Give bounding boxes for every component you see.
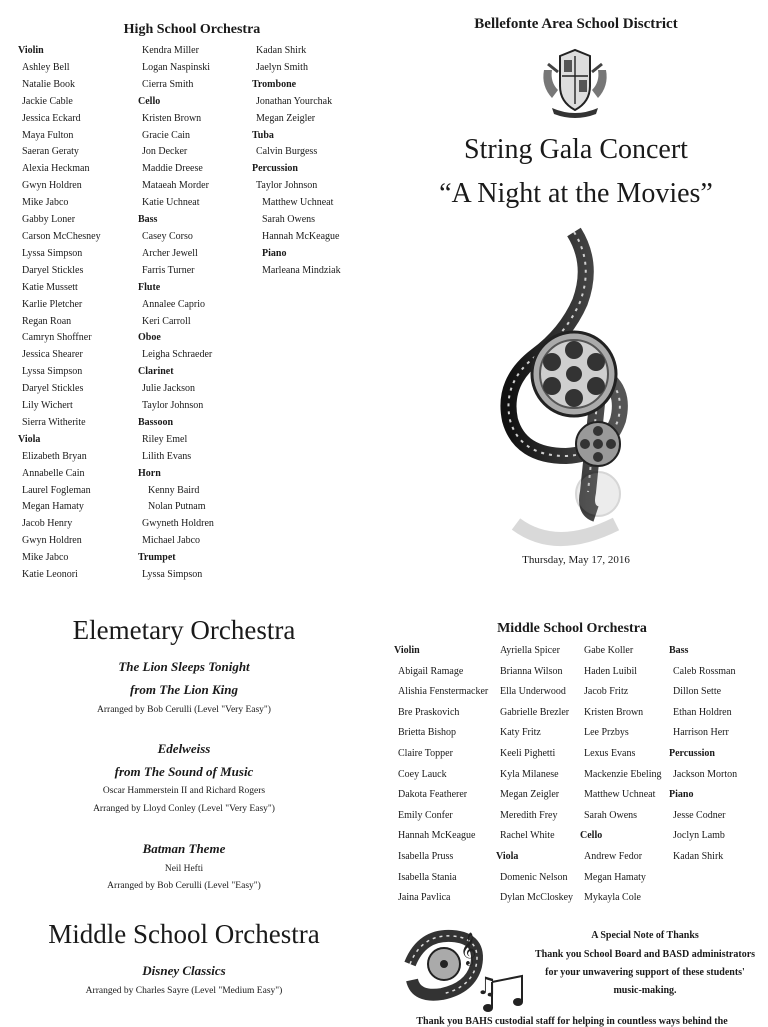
roster-name: Camryn Shoffner <box>22 332 92 344</box>
roster-name: Gwyn Holdren <box>22 535 82 547</box>
roster-name: Jaina Pavlica <box>398 892 451 904</box>
roster-name: Caleb Rossman <box>673 665 736 677</box>
piece-3-title: Batman Theme <box>142 841 226 856</box>
section-heading: Bass <box>138 214 158 226</box>
hs-roster-col-1 <box>18 43 101 584</box>
thanks-heading: A Special Note of Thanks <box>591 930 699 941</box>
roster-name: Marleana Mindziak <box>262 264 341 276</box>
roster-name: Taylor Johnson <box>256 180 318 192</box>
section-heading: Bass <box>669 645 689 656</box>
roster-name: Keeli Pighetti <box>500 747 556 759</box>
roster-name: Mike Jabco <box>22 197 69 209</box>
roster-name: Megan Zeigler <box>500 789 560 801</box>
ms-roster-col-3 <box>580 641 661 909</box>
roster-name: Lily Wichert <box>22 400 73 412</box>
roster-name: Megan Hamaty <box>22 501 84 513</box>
roster-name: Jessica Shearer <box>22 349 83 361</box>
section-heading: Oboe <box>138 332 161 344</box>
roster-name: Alishia Fenstermacker <box>398 686 489 698</box>
thanks-footer: Thank you BAHS custodial staff for helping in countless ways behind the <box>416 1016 728 1027</box>
roster-name: Maya Fulton <box>22 129 74 141</box>
piece-3-arranger: Arranged by Bob Cerulli (Level "Easy") <box>107 881 261 891</box>
section-heading: Cello <box>580 830 603 842</box>
piece-2-source: from The Sound of Music <box>114 764 254 779</box>
roster-name: Mataeah Morder <box>142 180 209 192</box>
roster-name: Jon Decker <box>142 146 188 158</box>
roster-name: Annalee Caprio <box>142 298 206 310</box>
roster-name: Gracie Cain <box>142 129 191 141</box>
svg-text:♫: ♫ <box>476 972 498 1000</box>
section-heading: Trombone <box>252 78 297 90</box>
roster-name: Jacob Fritz <box>584 686 629 698</box>
thanks-body: Thank you School Board and BASD administrators for your unwavering support of these students' music-making. <box>534 949 756 996</box>
roster-name: Annabelle Cain <box>22 467 85 479</box>
roster-name: Lee Przbys <box>584 727 629 739</box>
roster-name: Mackenzie Ebeling <box>584 768 662 780</box>
roster-name: Cierra Smith <box>142 78 194 90</box>
roster-name: Casey Corso <box>142 230 193 242</box>
roster-name: Andrew Fedor <box>584 850 643 862</box>
roster-name: Archer Jewell <box>142 247 198 259</box>
roster-name: Daryel Stickles <box>22 383 84 395</box>
ms-orchestra-title: Middle School Orchestra <box>497 621 647 636</box>
piece-2-composer: Oscar Hammerstein II and Richard Rogers <box>102 786 266 796</box>
roster-name: Brietta Bishop <box>398 727 457 739</box>
ms-roster-col-4 <box>669 641 737 868</box>
roster-name: Kristen Brown <box>584 706 644 718</box>
roster-name: Rachel White <box>500 830 555 842</box>
roster-name: Dylan McCloskey <box>500 892 574 904</box>
section-heading: Violin <box>18 45 44 56</box>
roster-name: Logan Naspinski <box>142 61 211 73</box>
roster-name: Kendra Miller <box>142 45 199 56</box>
roster-name: Lilith Evans <box>142 450 192 462</box>
roster-name: Joclyn Lamb <box>673 830 725 842</box>
roster-name: Bre Praskovich <box>398 706 460 718</box>
roster-name: Gwyn Holdren <box>22 180 82 192</box>
roster-name: Kenny Baird <box>148 484 200 496</box>
roster-name: Jaelyn Smith <box>256 61 308 73</box>
roster-name: Daryel Stickles <box>22 264 84 276</box>
roster-name: Michael Jabco <box>142 535 201 547</box>
roster-name: Jackie Cable <box>22 95 73 107</box>
roster-name: Riley Emel <box>142 433 188 445</box>
roster-name: Harrison Herr <box>673 727 729 739</box>
section-heading: Tuba <box>252 129 274 141</box>
roster-name: Regan Roan <box>22 315 72 327</box>
roster-name: Gabrielle Brezler <box>500 706 570 718</box>
roster-name: Ethan Holdren <box>673 706 732 718</box>
roster-name: Ella Underwood <box>500 686 566 698</box>
section-heading: Piano <box>669 789 694 801</box>
concert-date: Thursday, May 17, 2016 <box>522 554 630 566</box>
roster-name: Keri Carroll <box>142 315 191 327</box>
roster-name: Meredith Frey <box>500 809 558 821</box>
roster-name: Gwyneth Holdren <box>142 518 214 530</box>
section-heading: Horn <box>138 467 161 479</box>
roster-name: Lyssa Simpson <box>22 247 83 259</box>
piece-1-source: from The Lion King <box>130 682 238 697</box>
roster-name: Calvin Burgess <box>256 146 318 158</box>
roster-name: Kristen Brown <box>142 112 202 124</box>
roster-name: Kadan Shirk <box>256 45 307 56</box>
roster-name: Lyssa Simpson <box>142 569 203 581</box>
roster-name: Matthew Uchneat <box>584 789 656 801</box>
piece-1-title: The Lion Sleeps Tonight <box>118 659 250 674</box>
piece-4-title: Disney Classics <box>142 963 226 978</box>
section-heading: Violin <box>394 645 420 656</box>
section-heading: Viola <box>496 850 519 862</box>
roster-name: Mykayla Cole <box>584 892 641 904</box>
elementary-orchestra-title: Elemetary Orchestra <box>72 615 296 645</box>
roster-name: Katy Fritz <box>500 727 541 739</box>
piece-2-arranger: Arranged by Lloyd Conley (Level "Very Easy") <box>93 804 275 814</box>
roster-name: Carson McChesney <box>22 230 101 242</box>
svg-text:𝄞: 𝄞 <box>460 932 477 965</box>
treble-clef-film-reel-icon <box>496 224 656 554</box>
roster-name: Jessica Eckard <box>22 112 81 124</box>
section-heading: Trumpet <box>138 552 176 564</box>
hs-roster-col-2 <box>138 43 214 584</box>
roster-name: Abigail Ramage <box>398 665 464 677</box>
roster-name: Julie Jackson <box>142 383 196 395</box>
roster-name: Maddie Dreese <box>142 163 203 175</box>
roster-name: Kyla Milanese <box>500 768 559 780</box>
ms-roster-col-1 <box>394 641 488 909</box>
section-heading: Percussion <box>669 747 715 759</box>
section-heading: Piano <box>262 247 287 259</box>
roster-name: Katie Uchneat <box>142 197 200 209</box>
roster-name: Lyssa Simpson <box>22 366 83 378</box>
section-heading: Cello <box>138 95 161 107</box>
section-heading: Clarinet <box>138 366 174 378</box>
roster-name: Katie Mussett <box>22 281 78 293</box>
section-heading: Viola <box>18 433 41 445</box>
piece-4-arranger: Arranged by Charles Sayre (Level "Medium Easy") <box>85 986 283 996</box>
roster-name: Laurel Fogleman <box>22 484 91 496</box>
piece-3-composer: Neil Hefti <box>164 864 204 874</box>
roster-name: Sierra Witherite <box>22 416 86 428</box>
roster-name: Saeran Geraty <box>22 146 79 158</box>
roster-name: Karlie Pletcher <box>22 298 83 310</box>
roster-name: Dakota Featherer <box>398 789 468 801</box>
section-heading: Bassoon <box>138 416 174 428</box>
roster-name: Brianna Wilson <box>500 665 563 677</box>
hs-roster-col-3 <box>252 43 341 280</box>
roster-name: Matthew Uchneat <box>262 197 334 209</box>
roster-name: Alexia Heckman <box>22 163 90 175</box>
roster-name: Jesse Codner <box>673 809 726 821</box>
roster-name: Farris Turner <box>142 264 195 276</box>
roster-name: Megan Zeigler <box>256 112 316 124</box>
roster-name: Hannah McKeague <box>262 230 340 242</box>
roster-name: Isabella Stania <box>398 871 457 883</box>
roster-name: Ashley Bell <box>22 61 70 73</box>
roster-name: Megan Hamaty <box>584 871 646 883</box>
roster-name: Mike Jabco <box>22 552 69 564</box>
ms-roster-col-2 <box>496 641 573 909</box>
roster-name: Elizabeth Bryan <box>22 450 87 462</box>
concert-title: String Gala Concert <box>464 134 688 165</box>
piece-1-arranger: Arranged by Bob Cerulli (Level "Very Easy") <box>97 705 271 715</box>
roster-name: Dillon Sette <box>673 686 722 698</box>
piece-2-title: Edelweiss <box>157 741 211 756</box>
roster-name: Jacob Henry <box>22 518 73 530</box>
middle-school-orchestra-title: Middle School Orchestra <box>48 919 320 949</box>
district-name: Bellefonte Area School Disctrict <box>474 16 678 32</box>
roster-name: Claire Topper <box>398 747 453 759</box>
roster-name: Domenic Nelson <box>500 871 568 883</box>
roster-name: Hannah McKeague <box>398 830 476 842</box>
roster-name: Gabe Koller <box>584 645 634 656</box>
roster-name: Sarah Owens <box>584 809 638 821</box>
roster-name: Emily Confer <box>398 809 453 821</box>
concert-subtitle: “A Night at the Movies” <box>439 178 713 209</box>
roster-name: Jonathan Yourchak <box>256 95 333 107</box>
roster-name: Kadan Shirk <box>673 850 724 862</box>
roster-name: Leigha Schraeder <box>142 349 213 361</box>
roster-name: Gabby Loner <box>22 214 76 226</box>
section-heading: Percussion <box>252 163 298 175</box>
roster-name: Lexus Evans <box>584 747 636 759</box>
section-heading: Flute <box>138 281 161 293</box>
roster-name: Haden Luibil <box>584 665 638 677</box>
hs-orchestra-title: High School Orchestra <box>123 22 261 37</box>
music-notes-film-icon <box>402 924 532 1016</box>
district-crest-icon <box>538 46 612 120</box>
roster-name: Sarah Owens <box>262 214 316 226</box>
roster-name: Ayriella Spicer <box>500 645 560 656</box>
roster-name: Nolan Putnam <box>148 501 206 513</box>
roster-name: Katie Leonori <box>22 569 78 581</box>
roster-name: Jackson Morton <box>673 768 738 780</box>
roster-name: Coey Lauck <box>398 768 447 780</box>
roster-name: Isabella Pruss <box>398 850 454 862</box>
roster-name: Natalie Book <box>22 78 76 90</box>
roster-name: Taylor Johnson <box>142 400 204 412</box>
